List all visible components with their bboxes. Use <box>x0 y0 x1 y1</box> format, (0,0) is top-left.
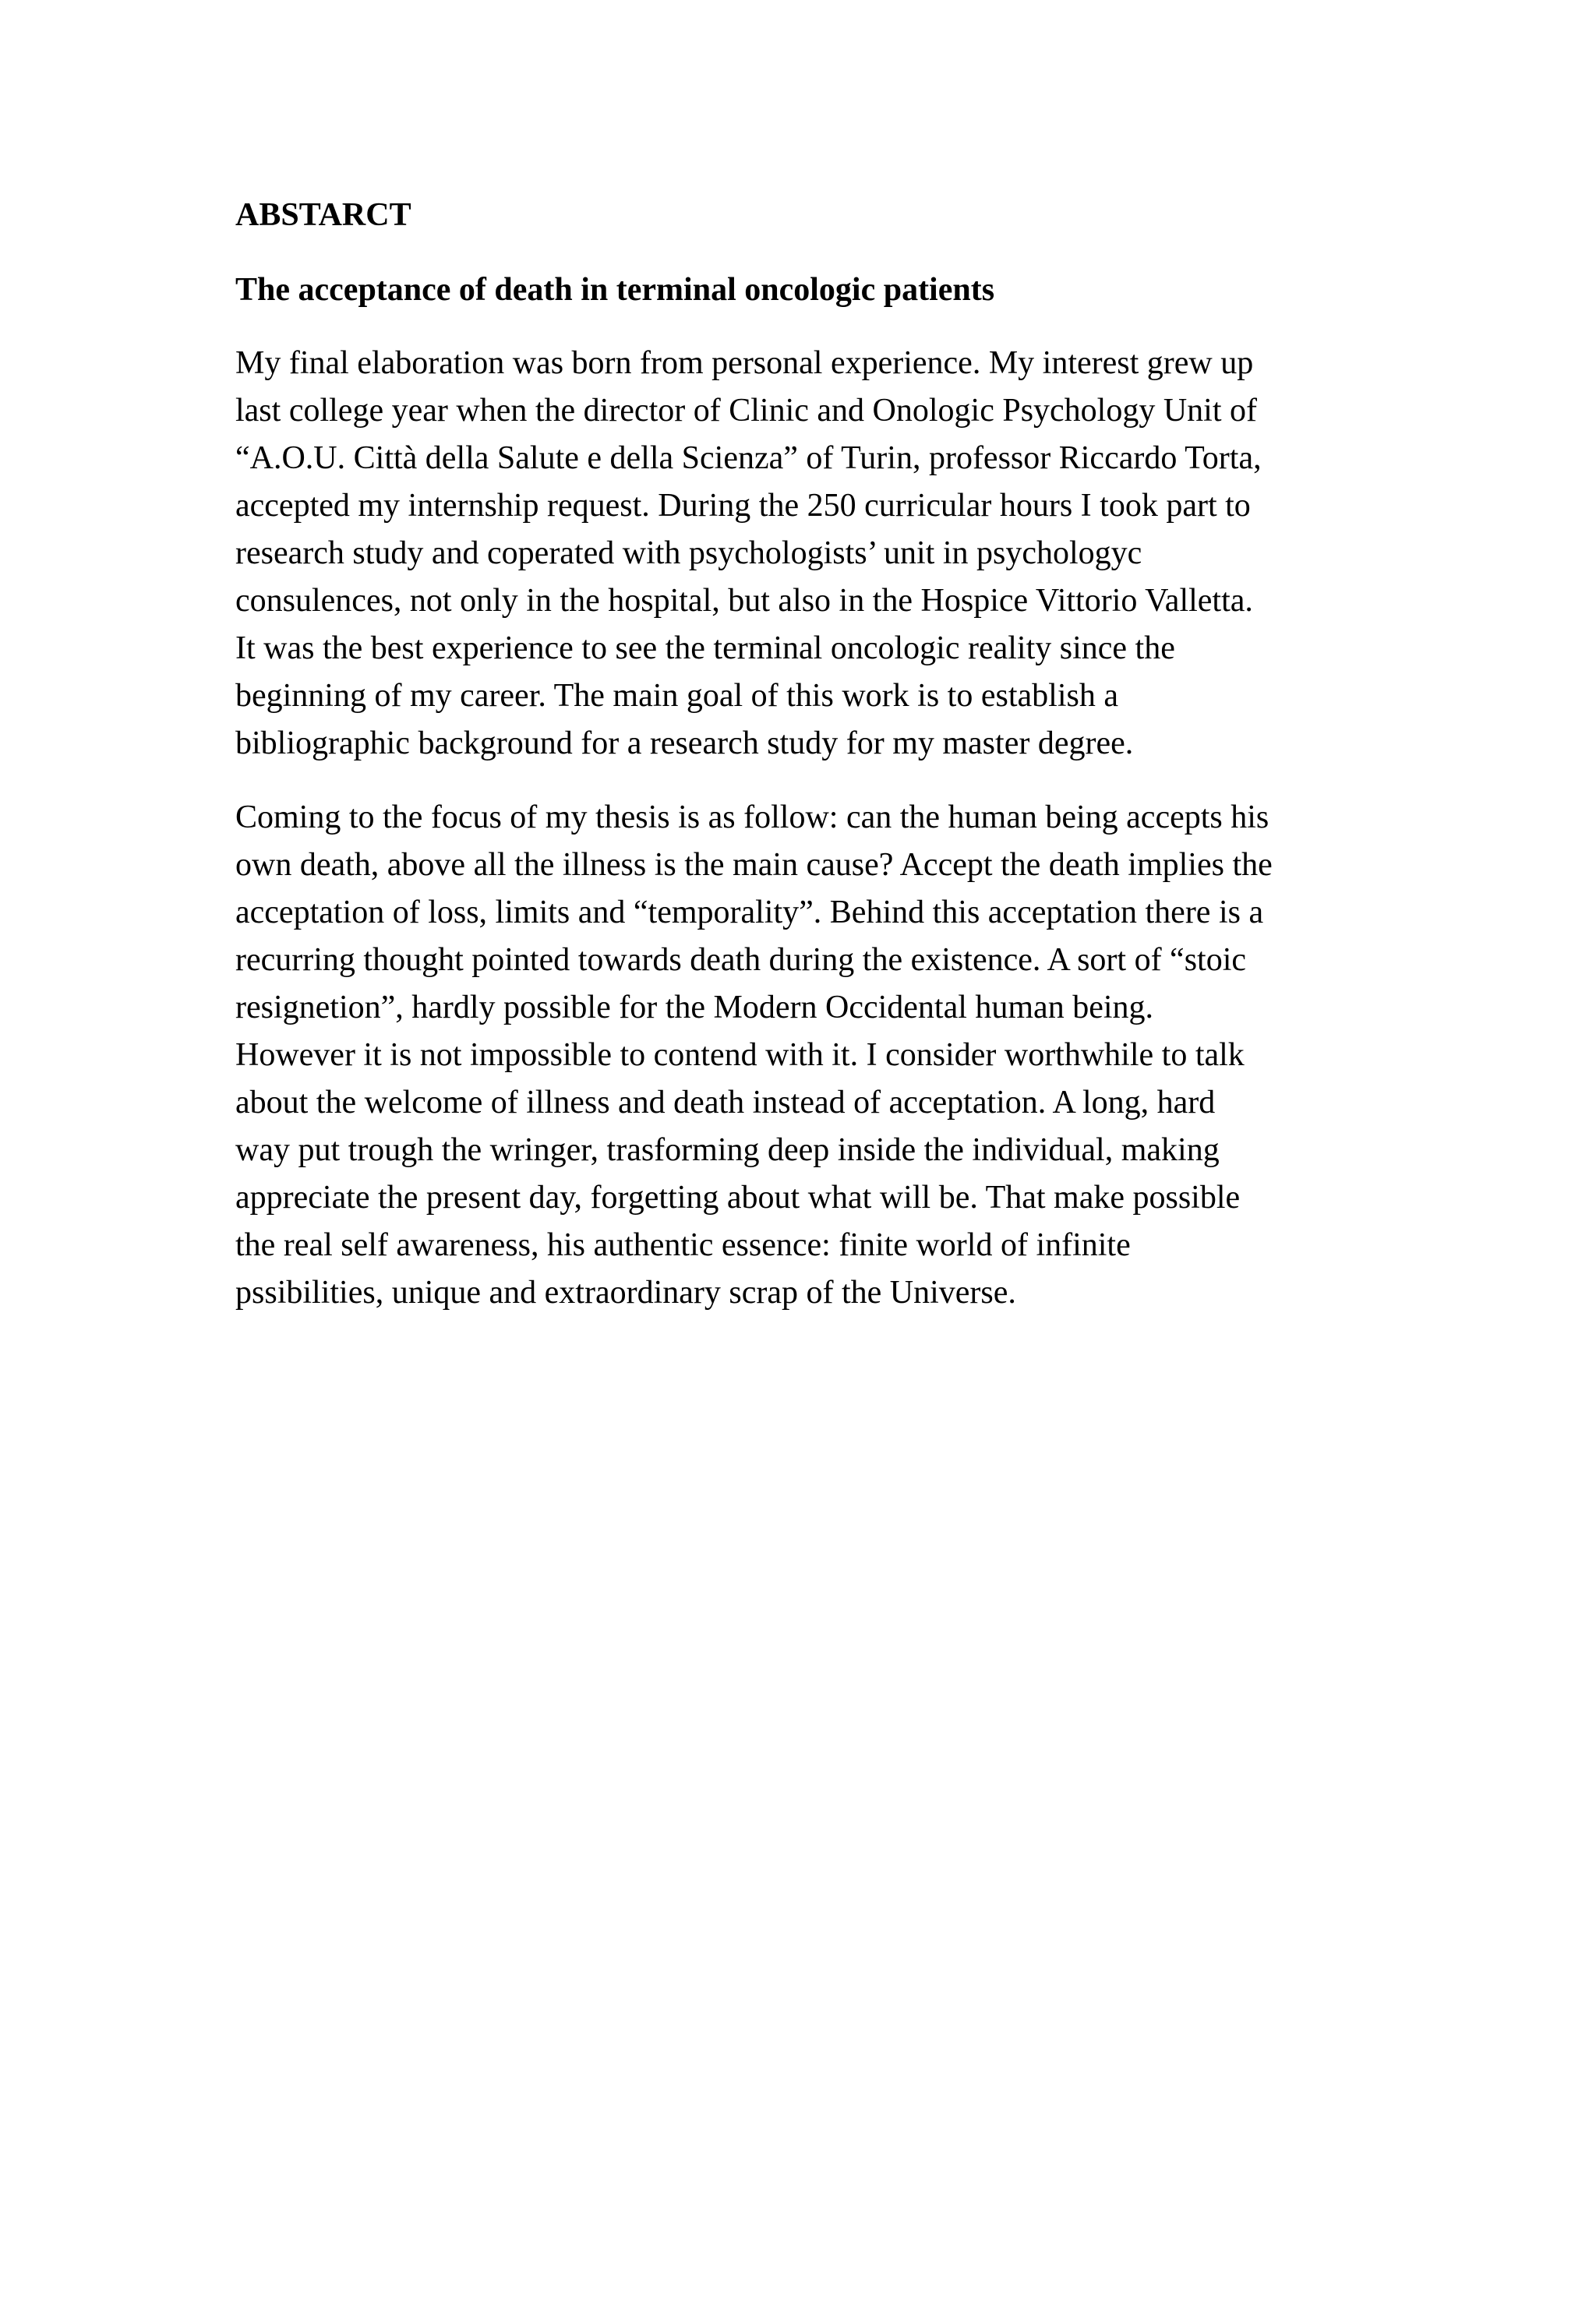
paragraph-line: about the welcome of illness and death instead of acceptation. A long, hard <box>235 1085 1216 1121</box>
paragraph-line: beginning of my career. The main goal of this work is to establish a <box>235 678 1118 714</box>
paragraph-line: way put trough the wringer, trasforming deep inside the individual, making <box>235 1132 1220 1168</box>
paragraph-line: consulences, not only in the hospital, but also in the Hospice Vittorio Valletta. <box>235 583 1253 619</box>
abstract-heading: ABSTARCT <box>235 197 411 233</box>
paragraph-line: research study and coperated with psychologists’ unit in psychologyc <box>235 535 1142 571</box>
paragraph-line: However it is not impossible to contend with it. I consider worthwhile to talk <box>235 1037 1245 1073</box>
paragraph-line: last college year when the director of Clinic and Onologic Psychology Unit of <box>235 393 1258 429</box>
paragraph-line: It was the best experience to see the terminal oncologic reality since the <box>235 630 1175 666</box>
abstract-paragraph-2 <box>235 794 1389 1317</box>
paragraph-line: resignetion”, hardly possible for the Modern Occidental human being. <box>235 990 1154 1025</box>
paragraph-line: own death, above all the illness is the main cause? Accept the death implies the <box>235 847 1273 883</box>
paragraph-line: accepted my internship request. During the 250 curricular hours I took part to <box>235 488 1251 524</box>
paragraph-line: “A.O.U. Città della Salute e della Scienza” of Turin, professor Riccardo Torta, <box>235 440 1262 476</box>
paragraph-line: the real self awareness, his authentic essence: finite world of infinite <box>235 1227 1131 1263</box>
paragraph-line: appreciate the present day, forgetting about what will be. That make possible <box>235 1180 1241 1216</box>
paragraph-line: bibliographic background for a research study for my master degree. <box>235 725 1134 761</box>
paragraph-line: My final elaboration was born from personal experience. My interest grew up <box>235 345 1254 381</box>
paragraph-line: pssibilities, unique and extraordinary scrap of the Universe. <box>235 1275 1016 1311</box>
paragraph-line: acceptation of loss, limits and “temporality”. Behind this acceptation there is a <box>235 895 1264 930</box>
paragraph-line: recurring thought pointed towards death during the existence. A sort of “stoic <box>235 942 1247 978</box>
document-page <box>235 192 1389 1317</box>
abstract-title: The acceptance of death in terminal oncologic patients <box>235 272 995 308</box>
abstract-paragraph-1 <box>235 340 1389 768</box>
paragraph-line: Coming to the focus of my thesis is as follow: can the human being accepts his <box>235 799 1269 835</box>
